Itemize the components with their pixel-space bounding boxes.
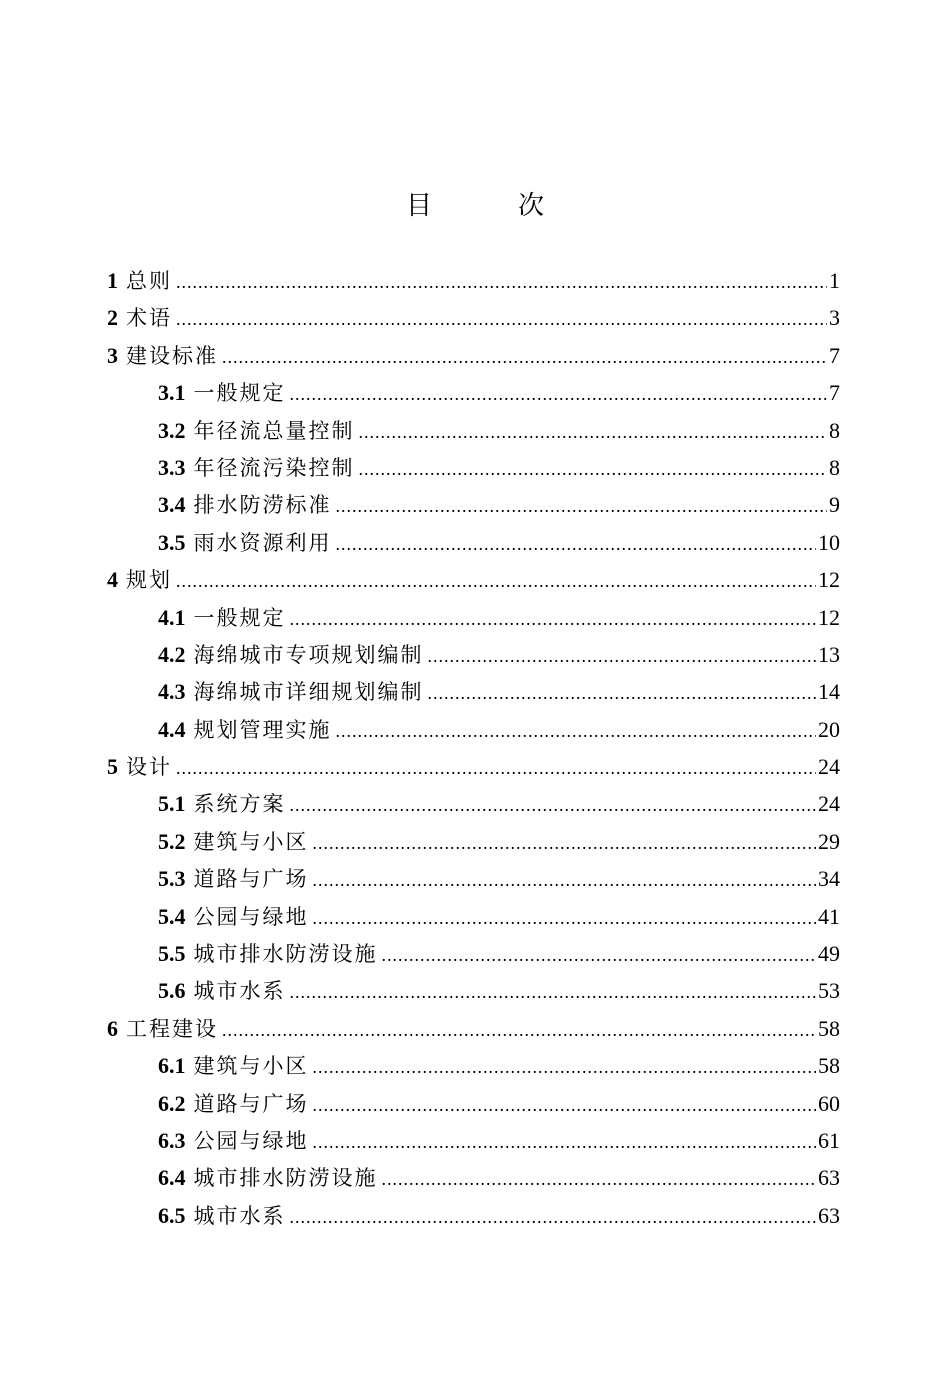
toc-entry[interactable] (107, 1122, 840, 1159)
toc-entry-label: 一般规定 (193, 605, 286, 630)
toc-entry-page: 29 (818, 828, 840, 854)
toc-entry-page: 12 (818, 604, 840, 630)
toc-entry-number: 5.6 (158, 978, 186, 1004)
toc-entry[interactable] (107, 599, 840, 636)
toc-entry-label: 城市排水防涝设施 (193, 1166, 378, 1191)
toc-dot-leader (428, 675, 817, 712)
toc-dot-leader (313, 900, 817, 937)
toc-entry-number: 6.5 (158, 1202, 186, 1228)
toc-entry[interactable] (107, 374, 840, 411)
toc-entry-label: 雨水资源利用 (193, 530, 332, 555)
toc-entry[interactable] (107, 337, 840, 374)
toc-entry-label: 系统方案 (193, 792, 286, 817)
toc-entry[interactable] (107, 636, 840, 673)
toc-entry-label: 公园与绿地 (193, 1128, 309, 1153)
toc-entry-page: 13 (818, 641, 840, 667)
toc-entry-label: 城市水系 (193, 1203, 286, 1228)
toc-entry-page: 58 (818, 1015, 840, 1041)
toc-entry-page: 3 (829, 305, 840, 331)
toc-entry-number: 3 (107, 342, 118, 368)
toc-entry-label: 公园与绿地 (193, 904, 309, 929)
toc-dot-leader (382, 1161, 817, 1198)
toc-entry[interactable] (107, 1197, 840, 1234)
toc-entry-page: 63 (818, 1165, 840, 1191)
toc-dot-leader (176, 563, 816, 600)
toc-entry-number: 5.3 (158, 866, 186, 892)
toc-entry-page: 58 (818, 1053, 840, 1079)
toc-entry-number: 6 (107, 1015, 118, 1041)
toc-entry-number: 3.1 (158, 380, 186, 406)
toc-entry[interactable] (107, 748, 840, 785)
toc-entry-label: 一般规定 (193, 381, 286, 406)
toc-entry-number: 3.4 (158, 492, 186, 518)
toc-entry-page: 1 (829, 268, 840, 293)
toc-entry[interactable] (107, 711, 840, 748)
toc-dot-leader (222, 339, 827, 376)
toc-entry-page: 7 (829, 380, 840, 406)
toc-entry[interactable] (107, 1085, 840, 1122)
toc-entry[interactable] (107, 860, 840, 897)
toc-entry-page: 41 (818, 903, 840, 929)
toc-entry-label: 术语 (126, 306, 172, 331)
toc-entry-number: 3.3 (158, 454, 186, 480)
toc-entry-page: 8 (829, 454, 840, 480)
toc-entry-label: 建筑与小区 (193, 829, 309, 854)
toc-entry[interactable] (107, 449, 840, 486)
toc-entry-label: 年径流总量控制 (193, 418, 355, 443)
toc-entry-page: 7 (829, 342, 840, 368)
toc-entry-label: 海绵城市专项规划编制 (193, 642, 424, 667)
toc-entry-number: 4.2 (158, 641, 186, 667)
toc-entry-number: 1 (107, 268, 118, 293)
toc-entry-number: 3.2 (158, 417, 186, 443)
toc-dot-leader (313, 862, 817, 899)
toc-dot-leader (428, 638, 817, 675)
toc-entry-label: 设计 (126, 755, 172, 780)
toc-entry-label: 工程建设 (126, 1016, 218, 1041)
toc-dot-leader (313, 1124, 817, 1161)
toc-entry[interactable] (107, 935, 840, 972)
toc-dot-leader (313, 1049, 817, 1086)
toc-entry-label: 城市排水防涝设施 (193, 942, 378, 967)
toc-entry-page: 14 (818, 679, 840, 705)
toc-dot-leader (290, 601, 817, 638)
toc-entry-label: 规划管理实施 (193, 717, 332, 742)
toc-entry[interactable] (107, 524, 840, 561)
toc-entry-number: 3.5 (158, 529, 186, 555)
toc-entry-number: 5.4 (158, 903, 186, 929)
toc-entry[interactable] (107, 561, 840, 598)
toc-dot-leader (176, 301, 827, 338)
toc-entry[interactable] (107, 412, 840, 449)
toc-dot-leader (336, 488, 828, 525)
toc-entry[interactable] (107, 1159, 840, 1196)
toc-entry[interactable] (107, 1047, 840, 1084)
toc-dot-leader (176, 750, 816, 787)
toc-entry[interactable] (107, 262, 840, 299)
toc-entry-number: 6.4 (158, 1165, 186, 1191)
toc-entry-label: 道路与广场 (193, 867, 309, 892)
toc-entry-label: 海绵城市详细规划编制 (193, 680, 424, 705)
toc-entry-page: 61 (818, 1127, 840, 1153)
toc-entry[interactable] (107, 673, 840, 710)
toc-title: 目 次 (405, 191, 574, 221)
toc-dot-leader (313, 1087, 817, 1124)
toc-dot-leader (336, 526, 817, 563)
toc-entry[interactable] (107, 1010, 840, 1047)
toc-entry-number: 4.3 (158, 679, 186, 705)
toc-entry-label: 总则 (126, 269, 172, 293)
toc-entry-label: 道路与广场 (193, 1091, 309, 1116)
toc-dot-leader (313, 825, 817, 862)
toc-entry-number: 5.2 (158, 828, 186, 854)
toc-entry[interactable] (107, 486, 840, 523)
toc-entry-number: 4.1 (158, 604, 186, 630)
toc-dot-leader (382, 937, 817, 974)
toc-entry-page: 60 (818, 1090, 840, 1116)
toc-entry-label: 排水防涝标准 (193, 493, 332, 518)
toc-entry-label: 规划 (126, 568, 172, 593)
toc-entry-number: 6.1 (158, 1053, 186, 1079)
toc-entry-page: 24 (818, 754, 840, 780)
toc-entry[interactable] (107, 972, 840, 1009)
toc-entry-number: 5.1 (158, 791, 186, 817)
toc-entry-label: 建设标准 (126, 343, 218, 368)
toc-entry[interactable] (107, 898, 840, 935)
toc-dot-leader (290, 974, 817, 1011)
toc-entry-number: 5.5 (158, 941, 186, 967)
toc-entry-number: 4.4 (158, 716, 186, 742)
toc-entry-number: 5 (107, 754, 118, 780)
toc-entry-number: 4 (107, 567, 118, 593)
toc-entry-label: 城市水系 (193, 979, 286, 1004)
toc-dot-leader (359, 414, 828, 451)
toc-dot-leader (290, 1199, 817, 1236)
toc-dot-leader (336, 713, 817, 750)
toc-entry-number: 6.2 (158, 1090, 186, 1116)
toc-dot-leader (222, 1012, 816, 1049)
toc-entry-label: 建筑与小区 (193, 1054, 309, 1079)
toc-entry-page: 8 (829, 417, 840, 443)
toc-entry-page: 49 (818, 941, 840, 967)
toc-entry-page: 10 (818, 529, 840, 555)
toc-entry-number: 2 (107, 305, 118, 331)
toc-entry[interactable] (107, 823, 840, 860)
toc-dot-leader (359, 451, 828, 488)
toc-dot-leader (290, 787, 817, 824)
toc-dot-leader (176, 264, 827, 301)
toc-entry-page: 9 (829, 492, 840, 518)
toc-entry[interactable] (107, 785, 840, 822)
toc-entry-page: 53 (818, 978, 840, 1004)
toc-entry-page: 24 (818, 791, 840, 817)
toc-entry[interactable] (107, 299, 840, 336)
toc-dot-leader (290, 376, 828, 413)
toc-entry-page: 63 (818, 1202, 840, 1228)
toc-entry-page: 34 (818, 866, 840, 892)
toc-entry-page: 20 (818, 716, 840, 742)
toc-entry-label: 年径流污染控制 (193, 455, 355, 480)
toc-list (107, 262, 840, 1234)
toc-entry-page: 12 (818, 567, 840, 593)
toc-entry-number: 6.3 (158, 1127, 186, 1153)
